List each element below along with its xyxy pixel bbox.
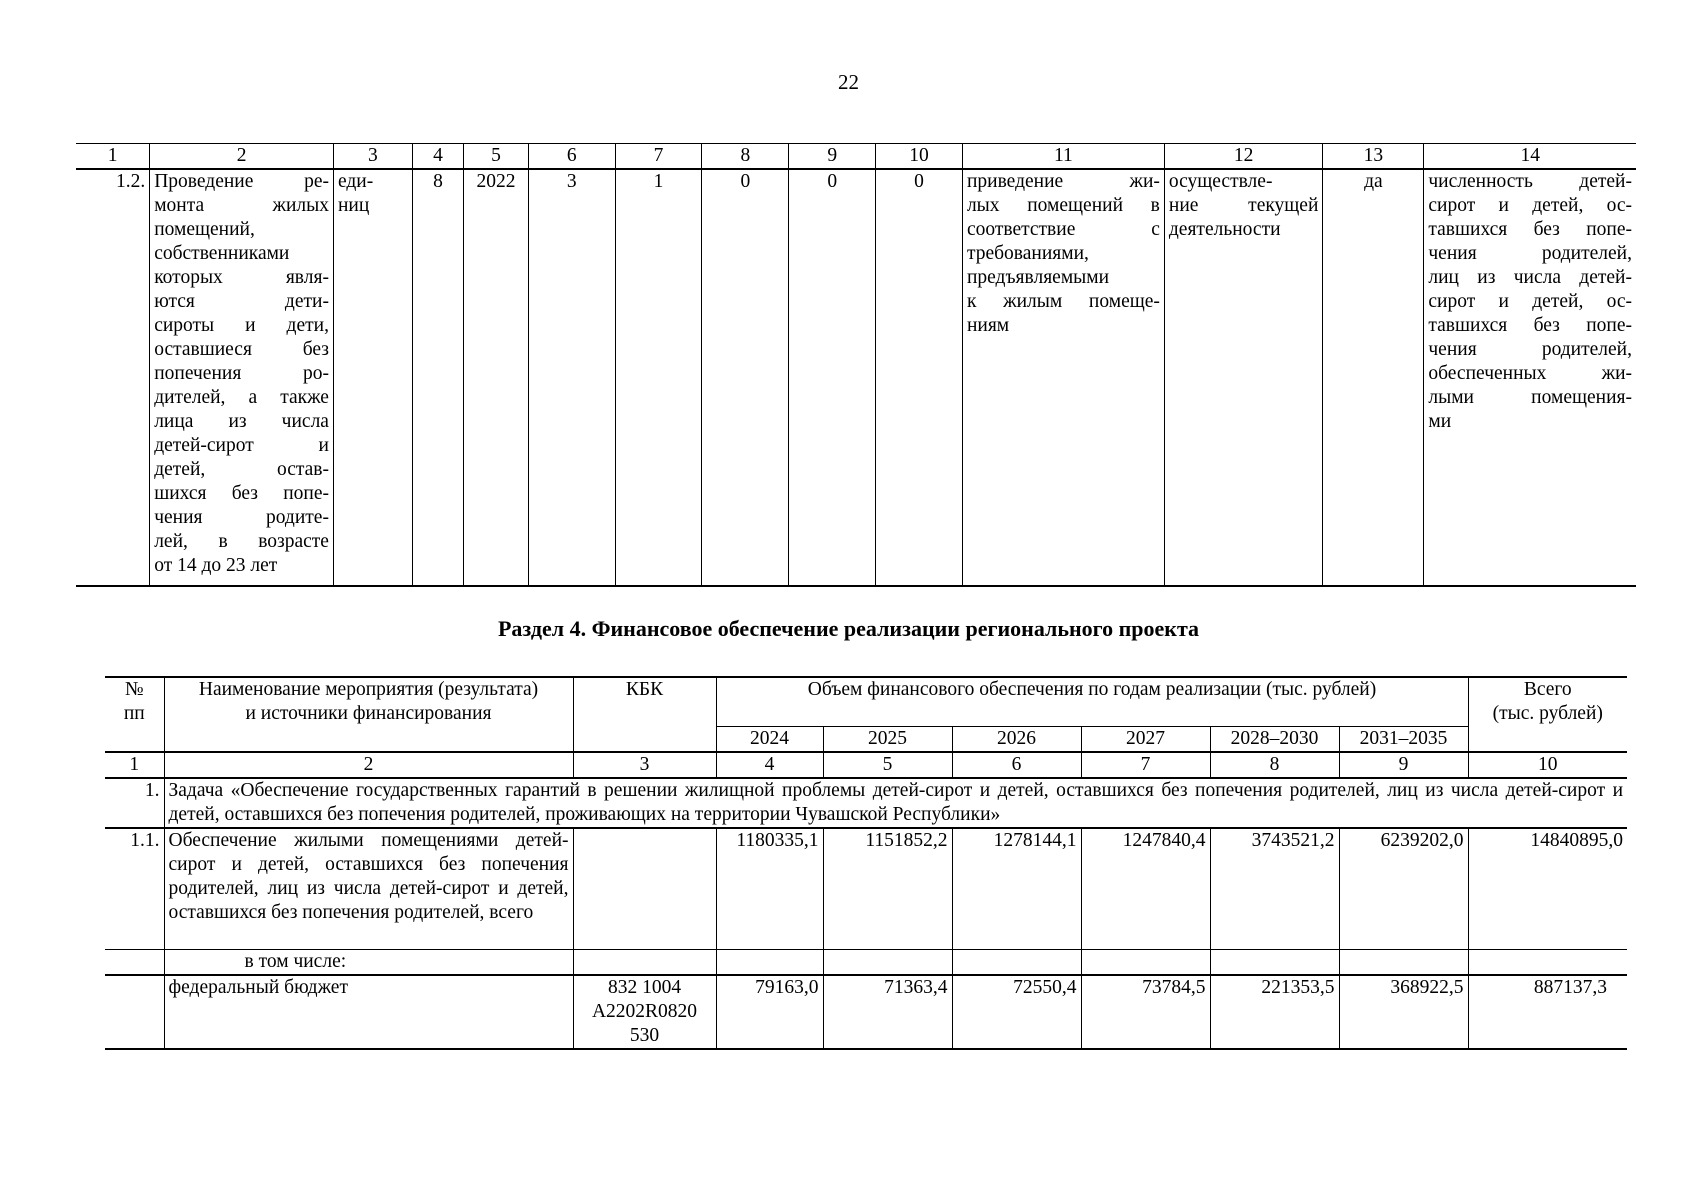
- cell-value: 6239202,0: [1339, 828, 1468, 950]
- text-line: которых явля-: [154, 267, 329, 288]
- page-number: 22: [838, 70, 859, 94]
- cell-value: 3: [528, 169, 615, 586]
- table-row: [105, 950, 1627, 976]
- text-line: помещений,: [154, 219, 255, 240]
- header-number: № пп: [105, 677, 164, 752]
- empty-cell: [823, 950, 952, 976]
- cell-value: 72550,4: [952, 975, 1081, 1049]
- cell-total: 14840895,0: [1468, 828, 1627, 950]
- header-year: 2031–2035: [1339, 727, 1468, 753]
- column-number: 4: [412, 144, 463, 170]
- column-number: 9: [789, 144, 876, 170]
- kbk-cell: 832 1004 A2202R0820 530: [573, 975, 716, 1049]
- text-line: обеспеченных жи-: [1428, 363, 1632, 384]
- text-line: численность детей-: [1428, 171, 1632, 192]
- cell-value: да: [1323, 169, 1424, 586]
- task-text: Задача «Обеспечение государственных гарантий в решении жилищной проблемы детей-сирот и детей, оставшихся без попечения родителей, лиц из числа детей-сирот и детей, оставшихся без попечения родителей, проживающих на территории Чувашской Республики»: [164, 778, 1627, 828]
- kbk-cell: [573, 828, 716, 950]
- column-number: 3: [573, 752, 716, 778]
- empty-cell: [105, 950, 164, 976]
- empty-cell: [952, 950, 1081, 976]
- empty-cell: [1468, 950, 1627, 976]
- header-year: 2026: [952, 727, 1081, 753]
- result-name: [150, 169, 334, 586]
- text-line: приведение жи-: [966, 171, 1160, 192]
- cell-value: 3743521,2: [1210, 828, 1339, 950]
- text-line: шихся без попе-: [154, 483, 329, 504]
- row-number: 1.2.: [76, 169, 150, 586]
- empty-cell: [573, 950, 716, 976]
- text-line: чения родителей,: [1428, 339, 1632, 360]
- text-line: осуществле-: [1168, 171, 1273, 192]
- empty-cell: [105, 975, 164, 1049]
- row-number: 1.: [105, 778, 164, 828]
- result-type: [1164, 169, 1323, 586]
- column-number: 4: [716, 752, 823, 778]
- including-label: в том числе:: [164, 950, 573, 976]
- column-number: 9: [1339, 752, 1468, 778]
- cell-value: 79163,0: [716, 975, 823, 1049]
- text-line: Проведение ре-: [154, 171, 329, 192]
- indicator-link: [1424, 169, 1636, 586]
- cell-total: 887137,3: [1468, 975, 1627, 1049]
- cell-value: 1247840,4: [1081, 828, 1210, 950]
- text-line: чения родителей,: [1428, 243, 1632, 264]
- unit-of-measure: [333, 169, 412, 586]
- empty-cell: [1081, 950, 1210, 976]
- empty-cell: [1210, 950, 1339, 976]
- header-year: 2025: [823, 727, 952, 753]
- column-number: 6: [952, 752, 1081, 778]
- activity-name: Обеспечение жилыми помещениями детей-сирот и детей, оставшихся без попечения родителей, лиц из числа детей-сирот и детей, оставшихся без попечения родителей, всего: [164, 828, 573, 950]
- cell-value: 73784,5: [1081, 975, 1210, 1049]
- cell-value: 0: [876, 169, 963, 586]
- cell-value: 1151852,2: [823, 828, 952, 950]
- text-line: еди-: [337, 171, 374, 192]
- text-line: лых помещений в: [966, 195, 1160, 216]
- table-row: [105, 975, 1627, 1049]
- text-line: ются дети-: [154, 291, 329, 312]
- section-title: Раздел 4. Финансовое обеспечение реализации регионального проекта: [497, 616, 1200, 641]
- row-number: 1.1.: [105, 828, 164, 950]
- text-line: сироты и дети,: [154, 315, 329, 336]
- header-year: 2027: [1081, 727, 1210, 753]
- text-line: от 14 до 23 лет: [154, 555, 278, 576]
- cell-value: 1: [615, 169, 702, 586]
- result-characteristic: [962, 169, 1164, 586]
- column-number: 1: [105, 752, 164, 778]
- empty-cell: [1339, 950, 1468, 976]
- text-line: тавшихся без попе-: [1428, 219, 1632, 240]
- cell-value: 8: [412, 169, 463, 586]
- text-line: детей-сирот и: [154, 435, 329, 456]
- column-number: 6: [528, 144, 615, 170]
- text-line: ние текущей: [1168, 195, 1319, 216]
- column-number: 14: [1424, 144, 1636, 170]
- table-column-numbers: [105, 752, 1627, 778]
- text-line: тавшихся без попе-: [1428, 315, 1632, 336]
- column-number: 3: [333, 144, 412, 170]
- column-number: 5: [823, 752, 952, 778]
- text-line: соответствие с: [966, 219, 1160, 240]
- text-line: сирот и детей, ос-: [1428, 195, 1632, 216]
- column-number: 1: [76, 144, 150, 170]
- table-row: [105, 828, 1627, 950]
- text-line: чения родите-: [154, 507, 329, 528]
- text-line: лица из числа: [154, 411, 329, 432]
- project-results-table: [76, 143, 1636, 587]
- header-total: Всего (тыс. рублей): [1468, 677, 1627, 752]
- column-number: 5: [464, 144, 529, 170]
- text-line: ми: [1428, 411, 1452, 432]
- funding-source: федеральный бюджет: [164, 975, 573, 1049]
- cell-value: 221353,5: [1210, 975, 1339, 1049]
- text-line: детей, остав-: [154, 459, 329, 480]
- cell-value: 1278144,1: [952, 828, 1081, 950]
- table-row: [76, 169, 1636, 586]
- text-line: монта жилых: [154, 195, 329, 216]
- empty-cell: [716, 950, 823, 976]
- cell-value: 0: [789, 169, 876, 586]
- column-number: 12: [1164, 144, 1323, 170]
- column-number: 8: [1210, 752, 1339, 778]
- text-line: лыми помещения-: [1428, 387, 1632, 408]
- header-year: 2024: [716, 727, 823, 753]
- text-line: лиц из числа детей-: [1428, 267, 1632, 288]
- column-number: 10: [1468, 752, 1627, 778]
- text-line: дителей, а также: [154, 387, 329, 408]
- column-number: 13: [1323, 144, 1424, 170]
- table-header-row: [76, 144, 1636, 170]
- text-line: оставшиеся без: [154, 339, 329, 360]
- text-line: предъявляемыми: [966, 267, 1110, 288]
- header-name: Наименование мероприятия (результата) и источники финансирования: [164, 677, 573, 752]
- cell-value: 368922,5: [1339, 975, 1468, 1049]
- financing-table: [105, 676, 1627, 1050]
- cell-value: 2022: [464, 169, 529, 586]
- text-line: ниц: [337, 195, 370, 216]
- column-number: 8: [702, 144, 789, 170]
- task-row: [105, 778, 1627, 828]
- table-header-row: [105, 677, 1627, 727]
- column-number: 7: [615, 144, 702, 170]
- cell-value: 0: [702, 169, 789, 586]
- column-number: 7: [1081, 752, 1210, 778]
- text-line: собственниками: [154, 243, 290, 264]
- text-line: требованиями,: [966, 243, 1089, 264]
- text-line: попечения ро-: [154, 363, 329, 384]
- text-line: сирот и детей, ос-: [1428, 291, 1632, 312]
- text-line: деятельности: [1168, 219, 1281, 240]
- column-number: 11: [962, 144, 1164, 170]
- header-kbk: КБК: [573, 677, 716, 752]
- column-number: 2: [150, 144, 334, 170]
- cell-value: 1180335,1: [716, 828, 823, 950]
- header-volume: Объем финансового обеспечения по годам реализации (тыс. рублей): [716, 677, 1468, 727]
- column-number: 2: [164, 752, 573, 778]
- cell-value: 71363,4: [823, 975, 952, 1049]
- header-year: 2028–2030: [1210, 727, 1339, 753]
- column-number: 10: [876, 144, 963, 170]
- text-line: лей, в возрасте: [154, 531, 329, 552]
- text-line: ниям: [966, 315, 1010, 336]
- text-line: к жилым помеще-: [966, 291, 1160, 312]
